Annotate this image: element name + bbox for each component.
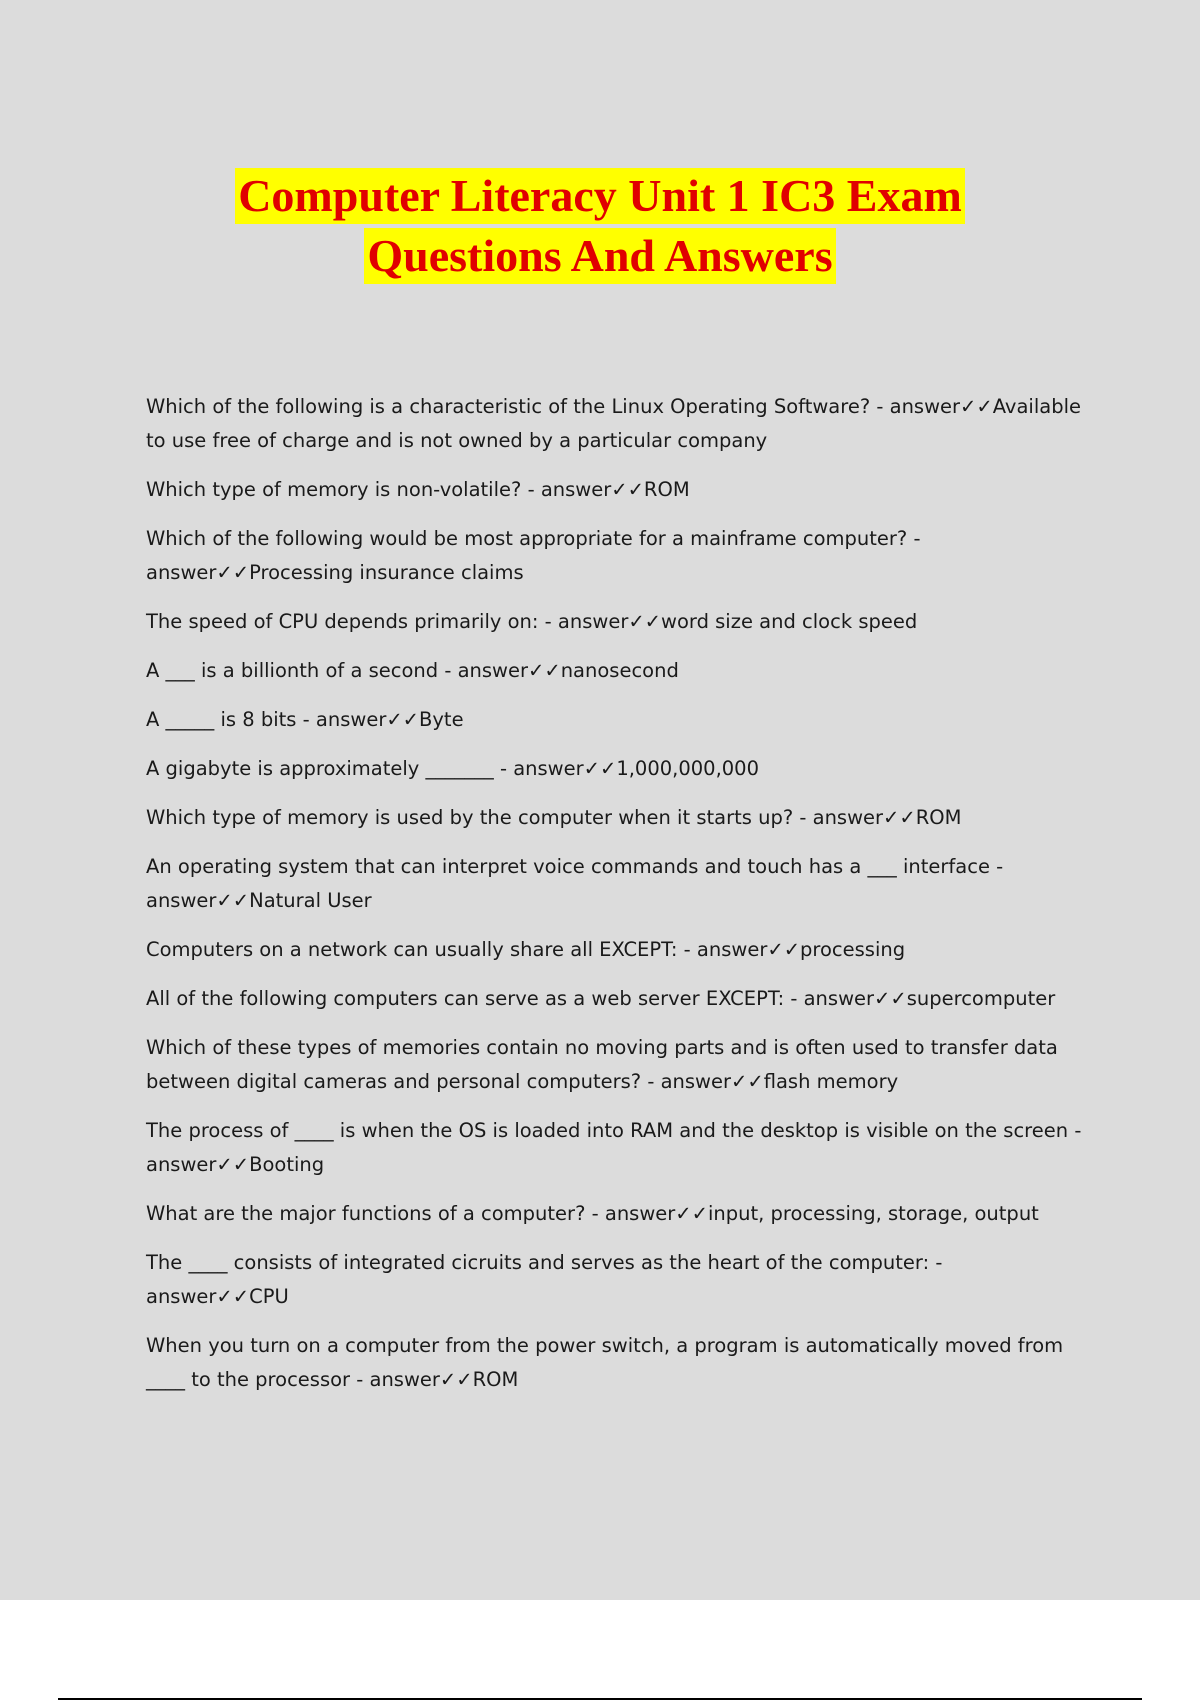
qa-item (146, 752, 1086, 786)
question-text: The process of ____ is when the OS is loaded into RAM and the desktop is visible on the screen - (146, 1119, 1082, 1142)
answer-prefix: answer✓✓ (146, 889, 250, 912)
qa-item (146, 801, 1086, 835)
title-line-2: Questions And Answers (364, 228, 835, 284)
qa-item (146, 1114, 1086, 1182)
answer-prefix: answer✓✓ (604, 1202, 708, 1225)
question-text: What are the major functions of a computer? - (146, 1202, 599, 1225)
qa-item (146, 390, 1086, 458)
question-text: Computers on a network can usually share all EXCEPT: - (146, 938, 691, 961)
answer-prefix: answer✓✓ (457, 659, 561, 682)
answer-prefix: answer✓✓ (803, 987, 907, 1010)
answer-text: Available to use free of charge and is not owned by a particular company (146, 395, 1081, 452)
answer-prefix: answer✓✓ (513, 757, 617, 780)
question-text: A gigabyte is approximately _______ - (146, 757, 508, 780)
document-title (0, 168, 1200, 284)
answer-prefix: answer✓✓ (369, 1368, 473, 1391)
qa-item (146, 473, 1086, 507)
qa-item (146, 1329, 1086, 1397)
qa-item (146, 1197, 1086, 1231)
question-text: All of the following computers can serve as a web server EXCEPT: - (146, 987, 798, 1010)
answer-text: processing (800, 938, 906, 961)
answer-text: ROM (915, 806, 962, 829)
answer-text: supercomputer (906, 987, 1056, 1010)
question-text: Which of the following is a characteristic of the Linux Operating Software? - (146, 395, 884, 418)
answer-text: ROM (472, 1368, 519, 1391)
qa-item (146, 605, 1086, 639)
answer-prefix: answer✓✓ (146, 1153, 250, 1176)
qa-item (146, 654, 1086, 688)
answer-prefix: answer✓✓ (660, 1070, 764, 1093)
answer-text: word size and clock speed (661, 610, 918, 633)
question-text: The ____ consists of integrated cicruits and serves as the heart of the computer: - (146, 1251, 943, 1274)
answer-text: Natural User (249, 889, 372, 912)
question-text: When you turn on a computer from the power switch, a program is automatically moved from ____ to the processor - (146, 1334, 1064, 1391)
qa-item (146, 933, 1086, 967)
qa-item (146, 982, 1086, 1016)
question-text: Which of the following would be most appropriate for a mainframe computer? - (146, 527, 921, 550)
answer-prefix: answer✓✓ (146, 561, 250, 584)
answer-prefix: answer✓✓ (540, 478, 644, 501)
answer-prefix: answer✓✓ (696, 938, 801, 961)
question-text: Which type of memory is used by the computer when it starts up? - (146, 806, 807, 829)
question-text: A ___ is a billionth of a second - (146, 659, 452, 682)
question-text: Which of these types of memories contain no moving parts and is often used to transfer data between digital cameras and personal computers? - (146, 1036, 1058, 1093)
qa-item (146, 1031, 1086, 1099)
answer-text: nanosecond (560, 659, 679, 682)
question-text: The speed of CPU depends primarily on: - (146, 610, 552, 633)
qa-list (146, 390, 1086, 1412)
answer-text: Booting (249, 1153, 325, 1176)
answer-text: input, processing, storage, output (707, 1202, 1039, 1225)
answer-text: flash memory (763, 1070, 899, 1093)
answer-prefix: answer✓✓ (146, 1285, 250, 1308)
title-line-1: Computer Literacy Unit 1 IC3 Exam (235, 168, 965, 224)
answer-text: 1,000,000,000 (616, 757, 759, 780)
answer-text: CPU (249, 1285, 289, 1308)
question-text: Which type of memory is non-volatile? - (146, 478, 535, 501)
answer-prefix: answer✓✓ (812, 806, 916, 829)
qa-item (146, 850, 1086, 918)
answer-prefix: answer✓✓ (889, 395, 993, 418)
question-text: A _____ is 8 bits - (146, 708, 310, 731)
answer-text: ROM (643, 478, 690, 501)
qa-item (146, 522, 1086, 590)
answer-text: Processing insurance claims (249, 561, 524, 584)
answer-prefix: answer✓✓ (315, 708, 420, 731)
question-text: An operating system that can interpret voice commands and touch has a ___ interface - (146, 855, 1004, 878)
qa-item (146, 703, 1086, 737)
qa-item (146, 1246, 1086, 1314)
answer-text: Byte (419, 708, 464, 731)
answer-prefix: answer✓✓ (557, 610, 662, 633)
